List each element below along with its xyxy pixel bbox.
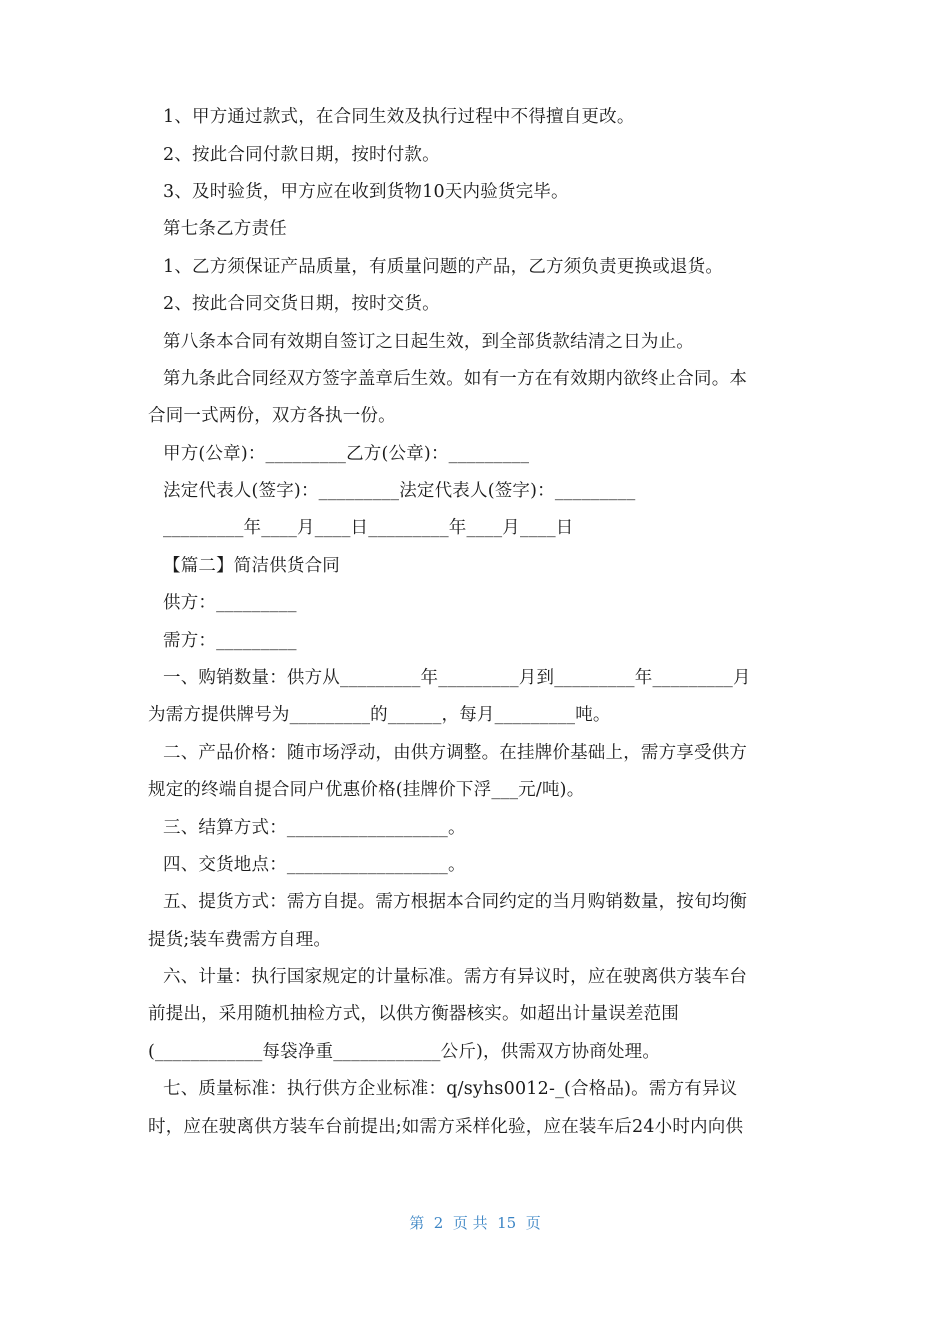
signature-line: 甲方(公章)：_________乙方(公章)：_________ [163, 444, 530, 464]
section-title: 【篇二】简洁供货合同 [163, 556, 340, 576]
paragraph-line: 规定的终端自提合同户优惠价格(挂牌价下浮___元/吨)。 [148, 780, 585, 800]
supplier-line: 供方：_________ [163, 593, 297, 613]
paragraph-line: 1、乙方须保证产品质量，有质量问题的产品，乙方须负责更换或退货。 [163, 257, 724, 277]
section-heading: 第七条乙方责任 [163, 219, 287, 239]
paragraph-line: 第八条本合同有效期自签订之日起生效，到全部货款结清之日为止。 [163, 332, 694, 352]
paragraph-line: (____________每袋净重____________公斤)，供需双方协商处理。 [148, 1042, 661, 1062]
paragraph-line: 一、购销数量：供方从_________年_________月到_________年_________月 [163, 668, 751, 688]
paragraph-line: 2、按此合同付款日期，按时付款。 [163, 145, 440, 165]
paragraph-line: 六、计量：执行国家规定的计量标准。需方有异议时，应在驶离供方装车台 [163, 967, 748, 987]
page-number-footer: 第 2 页 共 15 页 [409, 1214, 541, 1232]
paragraph-line: 三、结算方式：__________________。 [163, 818, 466, 838]
buyer-line: 需方：_________ [163, 631, 297, 651]
paragraph-line: 3、及时验货，甲方应在收到货物10天内验货完毕。 [163, 182, 569, 202]
paragraph-line: 为需方提供牌号为_________的______，每月_________吨。 [148, 705, 611, 725]
date-line: _________年____月____日_________年____月____日 [163, 518, 574, 538]
paragraph-line: 提货;装车费需方自理。 [148, 930, 332, 950]
paragraph-line: 1、甲方通过款式，在合同生效及执行过程中不得擅自更改。 [163, 107, 635, 127]
paragraph-line: 第九条此合同经双方签字盖章后生效。如有一方在有效期内欲终止合同。本 [163, 369, 748, 389]
paragraph-line: 时，应在驶离供方装车台前提出;如需方采样化验，应在装车后24小时内向供 [148, 1117, 744, 1137]
paragraph-line: 2、按此合同交货日期，按时交货。 [163, 294, 440, 314]
paragraph-line: 五、提货方式：需方自提。需方根据本合同约定的当月购销数量，按旬均衡 [163, 892, 748, 912]
paragraph-line: 四、交货地点：__________________。 [163, 855, 466, 875]
paragraph-line: 合同一式两份，双方各执一份。 [148, 406, 396, 426]
paragraph-line: 二、产品价格：随市场浮动，由供方调整。在挂牌价基础上，需方享受供方 [163, 743, 748, 763]
paragraph-line: 前提出，采用随机抽检方式，以供方衡器核实。如超出计量误差范围 [148, 1004, 679, 1024]
signature-line: 法定代表人(签字)：_________法定代表人(签字)：_________ [163, 481, 636, 501]
paragraph-line: 七、质量标准：执行供方企业标准：q/syhs0012-_(合格品)。需方有异议 [163, 1079, 738, 1099]
